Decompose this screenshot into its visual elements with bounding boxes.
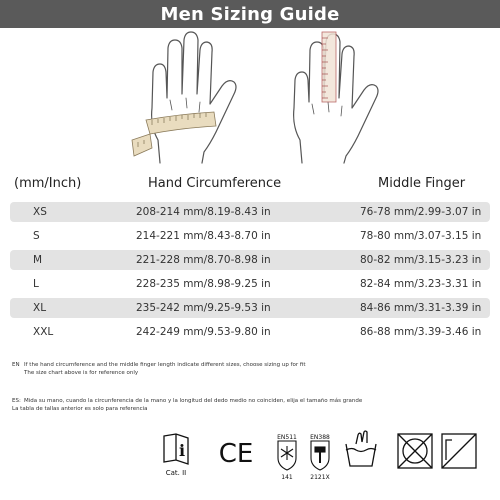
hammer-shield-icon xyxy=(311,441,329,470)
size-table xyxy=(0,170,500,344)
no-ironing-icon xyxy=(442,434,476,468)
size-label: L xyxy=(33,278,39,290)
table-row xyxy=(0,272,500,296)
size-label: XXL xyxy=(33,326,54,338)
column-header-middle-finger: Middle Finger xyxy=(378,176,466,191)
manual-glyph: i xyxy=(178,441,186,460)
ruler-icon xyxy=(322,32,336,102)
en511-title: EN511 xyxy=(277,434,297,441)
category-caption: Cat. II xyxy=(165,469,187,477)
en388-code: 2121X xyxy=(310,474,330,481)
no-tumble-dry-icon xyxy=(398,434,432,468)
certification-icons xyxy=(0,430,500,495)
table-row xyxy=(0,320,500,344)
spanish-note xyxy=(12,397,492,413)
hand-illustration xyxy=(0,28,500,168)
middle-finger-value: 78-80 mm/3.07-3.15 in xyxy=(360,230,482,242)
page-title: Men Sizing Guide xyxy=(160,3,340,25)
english-note xyxy=(12,361,492,377)
hand-circumference-value: 228-235 mm/8.98-9.25 in xyxy=(136,278,271,290)
hand-circumference-value: 235-242 mm/9.25-9.53 in xyxy=(136,302,271,314)
size-label: S xyxy=(33,230,40,242)
column-header-unit: (mm/Inch) xyxy=(14,176,82,191)
middle-finger-value: 80-82 mm/3.15-3.23 in xyxy=(360,254,482,266)
middle-finger-value: 86-88 mm/3.39-3.46 in xyxy=(360,326,482,338)
spanish-note-line-2: La tabla de tallas anterior es solo para referencia xyxy=(12,406,148,412)
size-label: XS xyxy=(33,206,47,218)
table-row xyxy=(0,224,500,248)
middle-finger-value: 82-84 mm/3.23-3.31 in xyxy=(360,278,482,290)
table-row xyxy=(0,248,500,272)
spanish-note-label: ES: xyxy=(12,398,21,404)
english-note-line-2: The size chart above is for reference only xyxy=(24,370,139,376)
middle-finger-value: 76-78 mm/2.99-3.07 in xyxy=(360,206,482,218)
spanish-note-line-1: Mida su mano, cuando la circunferencia de la mano y la longitud del dedo medio no coinciden, elija el tamaño más grande xyxy=(24,398,363,404)
en388-title: EN388 xyxy=(310,434,330,441)
table-row xyxy=(0,296,500,320)
size-label: XL xyxy=(33,302,47,314)
table-row xyxy=(0,200,500,224)
hand-wash-icon xyxy=(346,431,376,466)
size-label: M xyxy=(33,254,43,266)
table-header xyxy=(0,170,500,200)
english-note-line-1: If the hand circumference and the middle finger length indicate different sizes, choose sizing up for fit xyxy=(24,362,306,368)
snowflake-shield-icon xyxy=(278,441,296,470)
hand-circumference-value: 208-214 mm/8.19-8.43 in xyxy=(136,206,271,218)
en511-code: 141 xyxy=(281,474,293,481)
title-bar xyxy=(0,0,500,28)
ce-mark-icon: CE xyxy=(218,439,254,469)
hand-circumference-value: 242-249 mm/9.53-9.80 in xyxy=(136,326,271,338)
hand-circumference-value: 221-228 mm/8.70-8.98 in xyxy=(136,254,271,266)
middle-finger-value: 84-86 mm/3.31-3.39 in xyxy=(360,302,482,314)
column-header-hand-circumference: Hand Circumference xyxy=(148,176,282,191)
manual-info-icon xyxy=(164,434,188,464)
english-note-label: EN xyxy=(12,362,20,368)
hand-circumference-illustration xyxy=(152,32,236,163)
hand-circumference-value: 214-221 mm/8.43-8.70 in xyxy=(136,230,271,242)
tape-measure-icon xyxy=(132,112,216,156)
